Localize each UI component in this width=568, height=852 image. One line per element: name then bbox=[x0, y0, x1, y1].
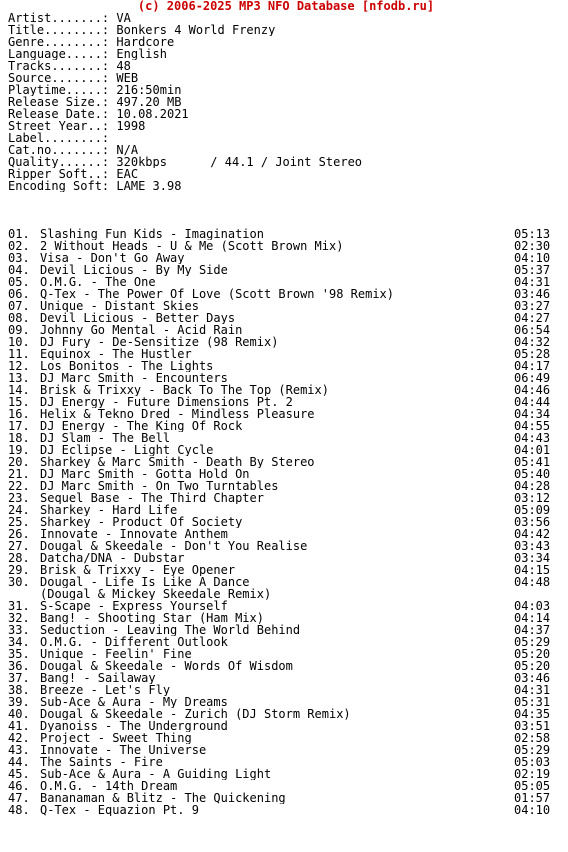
track-row bbox=[8, 324, 564, 336]
track-num: 36. bbox=[8, 659, 30, 673]
track-row bbox=[8, 660, 564, 672]
track-title: Johnny Go Mental - Acid Rain bbox=[40, 324, 243, 336]
track-num: 05. bbox=[8, 275, 30, 289]
track-num: 04. bbox=[8, 263, 30, 277]
info-row bbox=[8, 24, 564, 36]
track-dur: 04:31 bbox=[514, 275, 551, 289]
track-dur: 04:27 bbox=[514, 311, 551, 325]
track-row bbox=[8, 720, 564, 732]
track-num: 28. bbox=[8, 551, 30, 565]
track-row bbox=[8, 672, 564, 684]
track-row bbox=[8, 564, 564, 576]
track-num: 23. bbox=[8, 491, 30, 505]
track-num: 17. bbox=[8, 419, 30, 433]
track-num: 20. bbox=[8, 455, 30, 469]
track-num: 47. bbox=[8, 791, 30, 805]
track-num: 10. bbox=[8, 335, 30, 349]
track-row bbox=[8, 588, 564, 600]
track-num: 26. bbox=[8, 527, 30, 541]
track-num: 13. bbox=[8, 371, 30, 385]
track-row bbox=[8, 516, 564, 528]
info-label: Ripper Soft..: bbox=[8, 168, 110, 180]
track-num: 44. bbox=[8, 755, 30, 769]
info-row bbox=[8, 12, 564, 24]
track-dur: 03:34 bbox=[514, 551, 551, 565]
info-row bbox=[8, 144, 564, 156]
info-row bbox=[8, 60, 564, 72]
track-dur: 04:32 bbox=[514, 335, 551, 349]
track-dur: 04:42 bbox=[514, 527, 551, 541]
track-num: 30. bbox=[8, 575, 30, 589]
track-title: Dougal - Life Is Like A Dance bbox=[40, 576, 250, 588]
track-row bbox=[8, 624, 564, 636]
track-dur: 03:43 bbox=[514, 539, 551, 553]
track-title: O.M.G. - The One bbox=[40, 276, 156, 288]
info-value: 48 bbox=[116, 60, 131, 72]
track-num: 34. bbox=[8, 635, 30, 649]
track-title: Q-Tex - The Power Of Love (Scott Brown '98 Remix) bbox=[40, 288, 395, 300]
track-num: 32. bbox=[8, 611, 30, 625]
track-row bbox=[8, 528, 564, 540]
track-row bbox=[8, 276, 564, 288]
track-num: 16. bbox=[8, 407, 30, 421]
track-dur: 04:17 bbox=[514, 359, 551, 373]
track-num: 02. bbox=[8, 239, 30, 253]
track-title: Visa - Don't Go Away bbox=[40, 252, 185, 264]
track-row bbox=[8, 420, 564, 432]
track-num: 24. bbox=[8, 503, 30, 517]
track-row bbox=[8, 228, 564, 240]
track-title: DJ Marc Smith - Encounters bbox=[40, 372, 228, 384]
info-label: Release Date.: bbox=[8, 108, 110, 120]
track-row bbox=[8, 576, 564, 588]
info-value: Bonkers 4 World Frenzy bbox=[116, 24, 276, 36]
info-label: Genre........: bbox=[8, 36, 110, 48]
track-dur: 06:49 bbox=[514, 371, 551, 385]
track-row bbox=[8, 792, 564, 804]
track-dur: 05:31 bbox=[514, 695, 551, 709]
track-num: 48. bbox=[8, 803, 30, 817]
track-title: DJ Marc Smith - Gotta Hold On bbox=[40, 468, 250, 480]
track-dur: 04:28 bbox=[514, 479, 551, 493]
track-title: O.M.G. - Different Outlook bbox=[40, 636, 228, 648]
track-title: Sub-Ace & Aura - A Guiding Light bbox=[40, 768, 272, 780]
track-title: Datcha/DNA - Dubstar bbox=[40, 552, 185, 564]
track-title: Innovate - The Universe bbox=[40, 744, 207, 756]
track-num: 11. bbox=[8, 347, 30, 361]
track-title: Sharkey & Marc Smith - Death By Stereo bbox=[40, 456, 315, 468]
track-row bbox=[8, 732, 564, 744]
track-row bbox=[8, 600, 564, 612]
track-title: DJ Eclipse - Light Cycle bbox=[40, 444, 214, 456]
track-row bbox=[8, 708, 564, 720]
track-title: S-Scape - Express Yourself bbox=[40, 600, 228, 612]
track-dur: 05:41 bbox=[514, 455, 551, 469]
track-dur: 04:34 bbox=[514, 407, 551, 421]
info-value: EAC bbox=[116, 168, 139, 180]
spacer bbox=[8, 216, 564, 228]
track-row bbox=[8, 456, 564, 468]
track-dur: 03:27 bbox=[514, 299, 551, 313]
release-info bbox=[8, 12, 564, 192]
track-dur: 05:29 bbox=[514, 743, 551, 757]
track-title: Sub-Ace & Aura - My Dreams bbox=[40, 696, 228, 708]
track-row bbox=[8, 312, 564, 324]
track-dur: 03:46 bbox=[514, 671, 551, 685]
info-value: English bbox=[116, 48, 167, 60]
info-value: VA bbox=[116, 12, 131, 24]
tracklist bbox=[8, 228, 564, 816]
track-num: 33. bbox=[8, 623, 30, 637]
track-dur: 04:10 bbox=[514, 251, 551, 265]
track-dur: 02:19 bbox=[514, 767, 551, 781]
track-row bbox=[8, 252, 564, 264]
info-label: Cat.no.......: bbox=[8, 144, 110, 156]
track-dur: 04:10 bbox=[514, 803, 551, 817]
info-value: 497.20 MB bbox=[116, 96, 182, 108]
track-dur: 03:51 bbox=[514, 719, 551, 733]
track-dur: 02:58 bbox=[514, 731, 551, 745]
track-num: 29. bbox=[8, 563, 30, 577]
track-row bbox=[8, 696, 564, 708]
track-title: DJ Slam - The Bell bbox=[40, 432, 171, 444]
info-value: 320kbps / 44.1 / Joint Stereo bbox=[116, 156, 363, 168]
track-title: Helix & Tekno Dred - Mindless Pleasure bbox=[40, 408, 315, 420]
track-title: Dyanoiss - The Underground bbox=[40, 720, 228, 732]
info-row bbox=[8, 48, 564, 60]
track-title: DJ Marc Smith - On Two Turntables bbox=[40, 480, 279, 492]
track-dur: 03:46 bbox=[514, 287, 551, 301]
track-row bbox=[8, 684, 564, 696]
info-label: Label........: bbox=[8, 132, 110, 144]
track-num: 01. bbox=[8, 227, 30, 241]
track-num: 45. bbox=[8, 767, 30, 781]
track-num: 38. bbox=[8, 683, 30, 697]
track-dur: 02:30 bbox=[514, 239, 551, 253]
track-row bbox=[8, 804, 564, 816]
spacer bbox=[8, 192, 564, 204]
track-title: Los Bonitos - The Lights bbox=[40, 360, 214, 372]
track-num: 43. bbox=[8, 743, 30, 757]
track-title: Dougal & Skeedale - Words Of Wisdom bbox=[40, 660, 293, 672]
track-dur: 05:20 bbox=[514, 647, 551, 661]
track-dur: 04:55 bbox=[514, 419, 551, 433]
track-title: O.M.G. - 14th Dream bbox=[40, 780, 178, 792]
info-label: Source.......: bbox=[8, 72, 110, 84]
track-dur: 05:13 bbox=[514, 227, 551, 241]
track-dur: 04:14 bbox=[514, 611, 551, 625]
track-title: Slashing Fun Kids - Imagination bbox=[40, 228, 264, 240]
track-title: Seduction - Leaving The World Behind bbox=[40, 624, 301, 636]
track-dur: 04:43 bbox=[514, 431, 551, 445]
track-title: Bang! - Shooting Star (Ham Mix) bbox=[40, 612, 264, 624]
track-title: DJ Energy - The King Of Rock bbox=[40, 420, 243, 432]
track-title: Innovate - Innovate Anthem bbox=[40, 528, 228, 540]
track-title: Devil Licious - Better Days bbox=[40, 312, 236, 324]
track-row bbox=[8, 348, 564, 360]
track-dur: 05:29 bbox=[514, 635, 551, 649]
track-title: Dougal & Skeedale - Don't You Realise bbox=[40, 540, 308, 552]
info-row bbox=[8, 96, 564, 108]
track-dur: 04:48 bbox=[514, 575, 551, 589]
track-row bbox=[8, 336, 564, 348]
track-title: Sharkey - Hard Life bbox=[40, 504, 178, 516]
info-label: Playtime.....: bbox=[8, 84, 110, 96]
track-title: Unique - Distant Skies bbox=[40, 300, 199, 312]
track-dur: 04:37 bbox=[514, 623, 551, 637]
track-row bbox=[8, 444, 564, 456]
info-label: Tracks.......: bbox=[8, 60, 110, 72]
track-num: 07. bbox=[8, 299, 30, 313]
track-dur: 05:28 bbox=[514, 347, 551, 361]
track-title: Brisk & Trixxy - Back To The Top (Remix) bbox=[40, 384, 329, 396]
track-num: 06. bbox=[8, 287, 30, 301]
track-num: 31. bbox=[8, 599, 30, 613]
track-row bbox=[8, 492, 564, 504]
track-num: 22. bbox=[8, 479, 30, 493]
track-dur: 04:44 bbox=[514, 395, 551, 409]
track-title: Dougal & Skeedale - Zurich (DJ Storm Remix) bbox=[40, 708, 351, 720]
info-value: WEB bbox=[116, 72, 139, 84]
copyright-header: (c) 2006-2025 MP3 NFO Database [nfodb.ru] bbox=[137, 0, 435, 12]
track-row bbox=[8, 780, 564, 792]
track-num: 42. bbox=[8, 731, 30, 745]
track-dur: 03:56 bbox=[514, 515, 551, 529]
info-row bbox=[8, 36, 564, 48]
track-row bbox=[8, 264, 564, 276]
track-dur: 04:35 bbox=[514, 707, 551, 721]
info-label: Encoding Soft: bbox=[8, 180, 110, 192]
track-row bbox=[8, 768, 564, 780]
track-num: 39. bbox=[8, 695, 30, 709]
info-value: LAME 3.98 bbox=[116, 180, 182, 192]
track-row bbox=[8, 504, 564, 516]
track-num: 46. bbox=[8, 779, 30, 793]
track-title: 2 Without Heads - U & Me (Scott Brown Mix) bbox=[40, 240, 344, 252]
track-title: Q-Tex - Equazion Pt. 9 bbox=[40, 804, 199, 816]
info-row bbox=[8, 72, 564, 84]
nfo-document bbox=[8, 0, 564, 816]
track-row bbox=[8, 552, 564, 564]
track-row bbox=[8, 636, 564, 648]
track-row bbox=[8, 372, 564, 384]
track-num: 15. bbox=[8, 395, 30, 409]
track-num: 19. bbox=[8, 443, 30, 457]
info-label: Language.....: bbox=[8, 48, 110, 60]
track-title: Equinox - The Hustler bbox=[40, 348, 192, 360]
track-dur: 04:03 bbox=[514, 599, 551, 613]
track-title: Unique - Feelin' Fine bbox=[40, 648, 192, 660]
track-title: Sequel Base - The Third Chapter bbox=[40, 492, 264, 504]
track-title: The Saints - Fire bbox=[40, 756, 163, 768]
info-row bbox=[8, 120, 564, 132]
track-title: Bananaman & Blitz - The Quickening bbox=[40, 792, 286, 804]
info-row bbox=[8, 180, 564, 192]
info-row bbox=[8, 156, 564, 168]
info-value: 10.08.2021 bbox=[116, 108, 189, 120]
track-dur: 04:46 bbox=[514, 383, 551, 397]
info-label: Title........: bbox=[8, 24, 110, 36]
track-row bbox=[8, 288, 564, 300]
track-dur: 05:05 bbox=[514, 779, 551, 793]
track-row bbox=[8, 300, 564, 312]
track-row bbox=[8, 756, 564, 768]
info-row bbox=[8, 108, 564, 120]
track-num: 18. bbox=[8, 431, 30, 445]
track-row bbox=[8, 540, 564, 552]
track-title: Devil Licious - By My Side bbox=[40, 264, 228, 276]
track-dur: 05:20 bbox=[514, 659, 551, 673]
track-dur: 05:37 bbox=[514, 263, 551, 277]
info-label: Artist.......: bbox=[8, 12, 110, 24]
track-row bbox=[8, 612, 564, 624]
track-row bbox=[8, 468, 564, 480]
track-title: DJ Energy - Future Dimensions Pt. 2 bbox=[40, 396, 293, 408]
track-title: DJ Fury - De-Sensitize (98 Remix) bbox=[40, 336, 279, 348]
track-row bbox=[8, 360, 564, 372]
info-row bbox=[8, 84, 564, 96]
track-title: (Dougal & Mickey Skeedale Remix) bbox=[40, 588, 272, 600]
track-dur: 04:15 bbox=[514, 563, 551, 577]
track-row bbox=[8, 396, 564, 408]
info-row bbox=[8, 168, 564, 180]
track-row bbox=[8, 744, 564, 756]
track-num: 09. bbox=[8, 323, 30, 337]
track-title: Breeze - Let's Fly bbox=[40, 684, 171, 696]
track-dur: 01:57 bbox=[514, 791, 551, 805]
track-row bbox=[8, 384, 564, 396]
track-dur: 05:09 bbox=[514, 503, 551, 517]
track-row bbox=[8, 432, 564, 444]
track-num: 41. bbox=[8, 719, 30, 733]
track-title: Sharkey - Product Of Society bbox=[40, 516, 243, 528]
track-dur: 04:31 bbox=[514, 683, 551, 697]
track-row bbox=[8, 240, 564, 252]
track-row bbox=[8, 480, 564, 492]
track-num: 12. bbox=[8, 359, 30, 373]
info-value: 216:50min bbox=[116, 84, 182, 96]
track-dur: 06:54 bbox=[514, 323, 551, 337]
track-num: 03. bbox=[8, 251, 30, 265]
track-num: 08. bbox=[8, 311, 30, 325]
info-row bbox=[8, 132, 564, 144]
track-num: 35. bbox=[8, 647, 30, 661]
info-value: 1998 bbox=[116, 120, 146, 132]
track-num: 40. bbox=[8, 707, 30, 721]
track-title: Brisk & Trixxy - Eye Opener bbox=[40, 564, 236, 576]
info-label: Street Year..: bbox=[8, 120, 110, 132]
info-value: N/A bbox=[116, 144, 139, 156]
track-num: 14. bbox=[8, 383, 30, 397]
track-num: 37. bbox=[8, 671, 30, 685]
track-num: 21. bbox=[8, 467, 30, 481]
track-dur: 05:03 bbox=[514, 755, 551, 769]
track-title: Project - Sweet Thing bbox=[40, 732, 192, 744]
track-row bbox=[8, 408, 564, 420]
track-num: 27. bbox=[8, 539, 30, 553]
track-dur: 05:40 bbox=[514, 467, 551, 481]
track-dur: 04:01 bbox=[514, 443, 551, 457]
spacer bbox=[8, 204, 564, 216]
track-num: 25. bbox=[8, 515, 30, 529]
track-dur: 03:12 bbox=[514, 491, 551, 505]
track-title: Bang! - Sailaway bbox=[40, 672, 156, 684]
info-label: Quality......: bbox=[8, 156, 110, 168]
track-row bbox=[8, 648, 564, 660]
info-value: Hardcore bbox=[116, 36, 175, 48]
info-label: Release Size.: bbox=[8, 96, 110, 108]
